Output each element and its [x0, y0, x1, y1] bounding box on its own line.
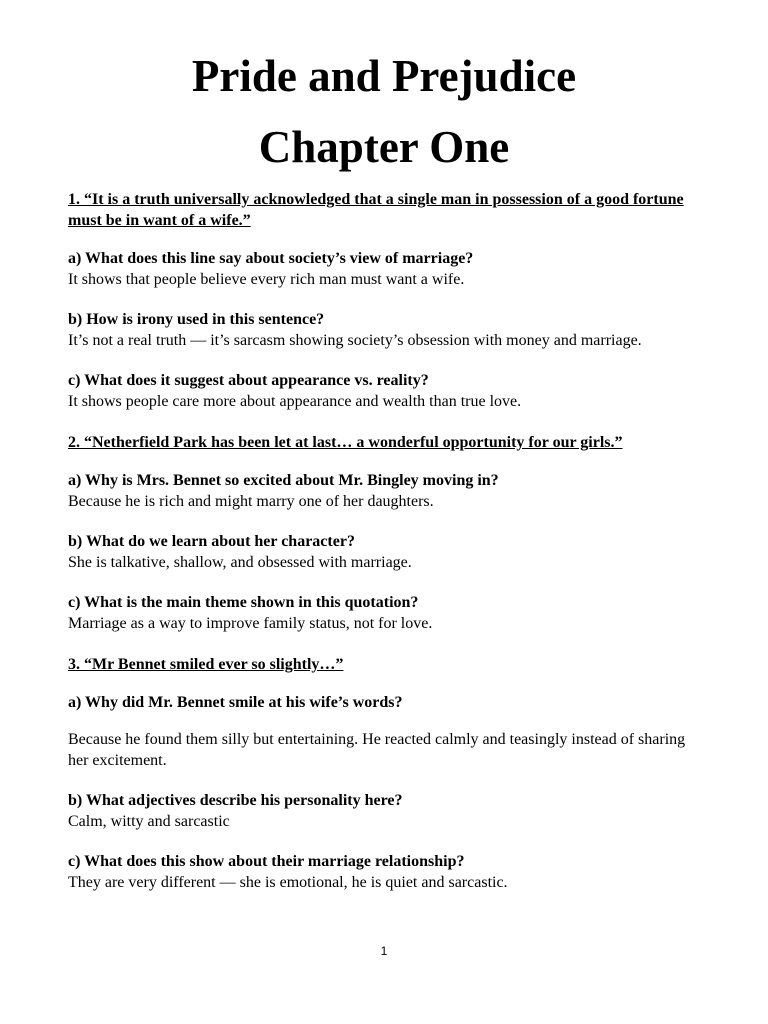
question: c) What does this show about their marriage relationship?: [68, 853, 465, 870]
chapter-title: Chapter One: [258, 122, 510, 172]
answer: Marriage as a way to improve family status, not for love.: [68, 615, 433, 632]
answer: Because he is rich and might marry one of her daughters.: [68, 493, 434, 510]
section-quote: 1. “It is a truth universally acknowledged that a single man in possession of a good fortune must be in want of a wife.”: [68, 191, 684, 229]
section-1: [68, 189, 708, 412]
question: a) Why did Mr. Bennet smile at his wife’s words?: [68, 694, 403, 711]
answer: She is talkative, shallow, and obsessed with marriage.: [68, 554, 412, 571]
answer: They are very different — she is emotional, he is quiet and sarcastic.: [68, 874, 508, 891]
question: b) What adjectives describe his personality here?: [68, 792, 403, 809]
section-quote: 3. “Mr Bennet smiled ever so slightly…”: [68, 656, 344, 673]
questions-content: [68, 189, 708, 893]
answer: It shows people care more about appearance and wealth than true love.: [68, 393, 522, 410]
page-number: 1: [380, 944, 388, 958]
question: c) What is the main theme shown in this quotation?: [68, 594, 419, 611]
section-2: [68, 432, 708, 634]
answer: It shows that people believe every rich man must want a wife.: [68, 271, 465, 288]
question: b) How is irony used in this sentence?: [68, 311, 325, 328]
question: c) What does it suggest about appearance vs. reality?: [68, 372, 429, 389]
question: a) Why is Mrs. Bennet so excited about Mr. Bingley moving in?: [68, 472, 499, 489]
section-quote: 2. “Netherfield Park has been let at last… a wonderful opportunity for our girls.”: [68, 434, 623, 451]
answer: Calm, witty and sarcastic: [68, 813, 230, 830]
section-3: [68, 654, 708, 893]
question: b) What do we learn about her character?: [68, 533, 355, 550]
document-title: Pride and Prejudice: [191, 51, 577, 101]
answer: Because he found them silly but entertaining. He reacted calmly and teasingly instead of sharing her excitement.: [68, 731, 686, 769]
question: a) What does this line say about society’s view of marriage?: [68, 250, 474, 267]
answer: It’s not a real truth — it’s sarcasm showing society’s obsession with money and marriage.: [68, 332, 642, 349]
